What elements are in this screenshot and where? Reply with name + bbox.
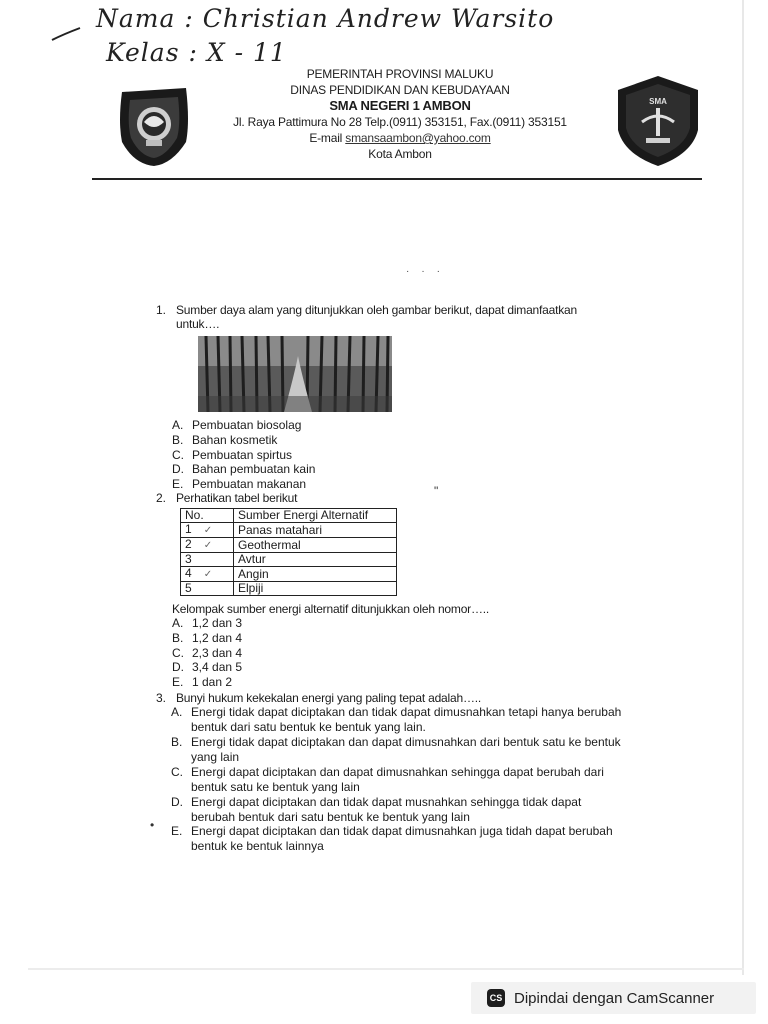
- question-3-number: 3.: [156, 691, 167, 705]
- table-cell-source: Geothermal: [234, 538, 397, 553]
- table-header-source: Sumber Energi Alternatif: [234, 509, 397, 523]
- letterhead-city: Kota Ambon: [368, 147, 432, 161]
- letterhead-school-name: SMA NEGERI 1 AMBON: [329, 98, 471, 113]
- camscanner-icon: CS: [487, 989, 505, 1007]
- question-2-number: 2.: [156, 491, 167, 505]
- table-row: [181, 538, 397, 553]
- question-2-options: [172, 616, 242, 690]
- pencil-check-icon: ✓: [203, 540, 213, 551]
- energy-table: [180, 508, 397, 596]
- table-cell-source: Avtur: [234, 553, 397, 567]
- table-cell-no: 5: [181, 582, 234, 596]
- option-2b[interactable]: B. 1,2 dan 4: [172, 630, 243, 645]
- scan-speck: ": [434, 484, 439, 498]
- scan-speck: •: [150, 818, 155, 832]
- pencil-check-icon: ✓: [203, 525, 213, 536]
- option-3d[interactable]: D. Energi dapat diciptakan dan tidak dapat musnahkan sehingga tidak dapat berubah bentuk dari satu bentuk ke bentuk yang lain: [171, 795, 582, 824]
- option-3a[interactable]: A. Energi tidak dapat diciptakan dan tidak dapat dimusnahkan tetapi hanya berubah bentuk dari satu bentuk ke bentuk yang lain.: [171, 705, 622, 734]
- option-3b[interactable]: B. Energi tidak dapat diciptakan dan dapat dimusnahkan dari bentuk satu ke bentuk yang lain: [171, 735, 621, 764]
- table-row: [181, 553, 397, 567]
- pencil-check-icon: ✓: [203, 569, 213, 580]
- table-cell-no: 2 ✓: [181, 538, 234, 553]
- question-3-text: Bunyi hukum kekekalan energi yang paling tepat adalah…..: [176, 691, 482, 705]
- table-cell-no: 4 ✓: [181, 567, 234, 582]
- email-link[interactable]: smansaambon@yahoo.com: [345, 131, 491, 145]
- option-1d[interactable]: D. Bahan pembuatan kain: [172, 462, 316, 477]
- handwritten-check-icon: [50, 26, 82, 42]
- question-1-text: [176, 303, 646, 331]
- question-1-line-1: Sumber daya alam yang ditunjukkan oleh gambar berikut, dapat dimanfaatkan: [176, 303, 577, 317]
- forest-photo: [198, 336, 392, 412]
- option-1b[interactable]: B. Bahan kosmetik: [172, 432, 278, 447]
- table-cell-source: Angin: [234, 567, 397, 582]
- letterhead-email-line: [190, 130, 610, 146]
- page-bottom-edge: [28, 968, 744, 970]
- table-cell-source: Elpiji: [234, 582, 397, 596]
- table-header-no: No.: [181, 509, 234, 523]
- option-2a[interactable]: A. 1,2 dan 3: [172, 616, 243, 630]
- letterhead-rule: [92, 178, 702, 180]
- letterhead-address: Jl. Raya Pattimura No 28 Telp.(0911) 353151, Fax.(0911) 353151: [233, 115, 567, 129]
- province-logo-icon: [116, 82, 192, 168]
- letterhead-government: PEMERINTAH PROVINSI MALUKU: [306, 67, 494, 81]
- school-logo-icon: [612, 74, 704, 168]
- table-cell-source: Panas matahari: [234, 523, 397, 538]
- question-2-prompt: Kelompak sumber energi alternatif ditunjukkan oleh nomor…..: [172, 602, 490, 616]
- option-3c[interactable]: C. Energi dapat diciptakan dan dapat dimusnahkan sehingga dapat berubah dari bentuk satu ke bentuk yang lain: [171, 765, 604, 794]
- letterhead-department: DINAS PENDIDIKAN DAN KEBUDAYAAN: [290, 83, 510, 97]
- letterhead: [190, 66, 610, 162]
- option-1a[interactable]: A. Pembuatan biosolag: [172, 418, 302, 432]
- question-1-line-2: untuk….: [176, 317, 220, 331]
- option-3e[interactable]: E. Energi dapat diciptakan dan tidak dapat dimusnahkan juga tidah dapat berubah bentuk ke bentuk lainnya: [171, 824, 613, 853]
- camscanner-label: Dipindai dengan CamScanner: [514, 989, 715, 1007]
- handwritten-class: Kelas : X - 11: [106, 38, 287, 67]
- table-cell-no: 1 ✓: [181, 523, 234, 538]
- option-2c[interactable]: C. 2,3 dan 4: [172, 645, 243, 660]
- option-1e[interactable]: E. Pembuatan makanan: [172, 477, 307, 492]
- email-label: E-mail: [309, 131, 343, 145]
- page-edge: [742, 0, 744, 975]
- table-cell-no: 3: [181, 553, 234, 567]
- scan-speck: ···: [406, 266, 452, 277]
- option-1c[interactable]: C. Pembuatan spirtus: [172, 447, 293, 462]
- table-row: [181, 582, 397, 596]
- question-1-options: [172, 418, 315, 492]
- camscanner-watermark: [471, 982, 756, 1014]
- option-2d[interactable]: D. 3,4 dan 5: [172, 660, 243, 675]
- table-header-row: [181, 509, 397, 523]
- table-row: [181, 567, 397, 582]
- question-1-number: 1.: [156, 303, 167, 317]
- question-2-text: Perhatikan tabel berikut: [176, 491, 298, 505]
- handwritten-name: Nama : Christian Andrew Warsito: [96, 4, 555, 33]
- table-row: [181, 523, 397, 538]
- school-logo-text: SMA: [649, 97, 667, 106]
- option-2e[interactable]: E. 1 dan 2: [172, 675, 233, 690]
